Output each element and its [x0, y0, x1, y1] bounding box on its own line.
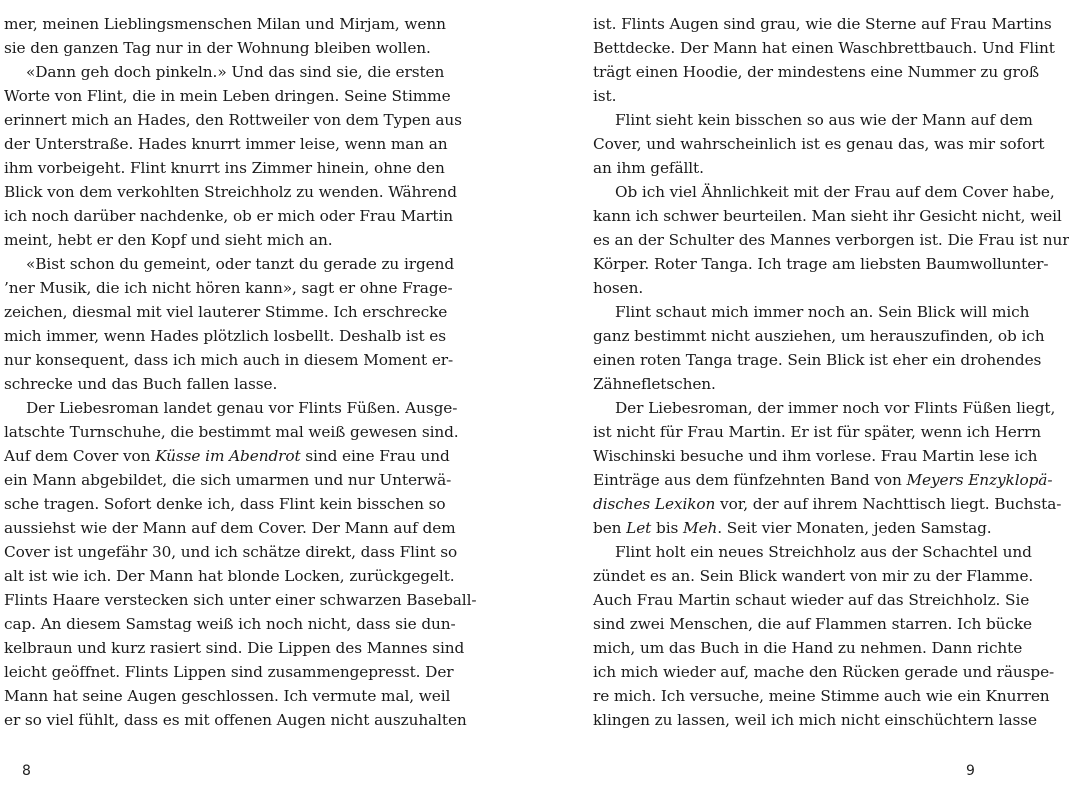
- text-line: nur konsequent, dass ich mich auch in diesem Moment er-: [4, 351, 454, 369]
- text-line: ’ner Musik, die ich nicht hören kann», sagt er ohne Frage-: [4, 279, 453, 297]
- text-line: Ob ich viel Ähnlichkeit mit der Frau auf dem Cover habe,: [615, 183, 1055, 201]
- text-line: Cover, und wahrscheinlich ist es genau das, was mir sofort: [593, 135, 1045, 153]
- text-line: Flint holt ein neues Streichholz aus der Schachtel und: [615, 543, 1032, 561]
- text-line: Blick von dem verkohlten Streichholz zu wenden. Während: [4, 183, 457, 201]
- text-line: ganz bestimmt nicht ausziehen, um herauszufinden, ob ich: [593, 327, 1045, 345]
- text-line: alt ist wie ich. Der Mann hat blonde Locken, zurückgegelt.: [4, 567, 455, 585]
- text-line: Zähnefletschen.: [593, 375, 716, 393]
- text-line: «Bist schon du gemeint, oder tanzt du gerade zu irgend: [26, 255, 455, 273]
- text-line: cap. An diesem Samstag weiß ich noch nicht, dass sie dun-: [4, 615, 456, 633]
- text-line: trägt einen Hoodie, der mindestens eine Nummer zu groß: [593, 63, 1039, 81]
- text-line: erinnert mich an Hades, den Rottweiler von dem Typen aus: [4, 111, 462, 129]
- text-line: mer, meinen Lieblingsmenschen Milan und Mirjam, wenn: [4, 15, 446, 33]
- text-line: Cover ist ungefähr 30, und ich schätze direkt, dass Flint so: [4, 543, 458, 561]
- text-line: Flints Haare verstecken sich unter einer schwarzen Baseball-: [4, 591, 477, 609]
- text-line: Körper. Roter Tanga. Ich trage am liebsten Baumwollunter-: [593, 255, 1049, 273]
- text-line: Der Liebesroman, der immer noch vor Flints Füßen liegt,: [615, 399, 1056, 417]
- text-line: einen roten Tanga trage. Sein Blick ist eher ein drohendes: [593, 351, 1042, 369]
- text-line: mich immer, wenn Hades plötzlich losbellt. Deshalb ist es: [4, 327, 446, 345]
- text-line: schrecke und das Buch fallen lasse.: [4, 375, 278, 393]
- text-line: zeichen, diesmal mit viel lauterer Stimme. Ich erschrecke: [4, 303, 448, 321]
- text-line: meint, hebt er den Kopf und sieht mich an.: [4, 231, 333, 249]
- text-line: es an der Schulter des Mannes verborgen ist. Die Frau ist nur: [593, 231, 1069, 249]
- text-line: Auch Frau Martin schaut wieder auf das Streichholz. Sie: [593, 591, 1030, 609]
- text-line: Bettdecke. Der Mann hat einen Waschbrettbauch. Und Flint: [593, 39, 1055, 57]
- text-line: kann ich schwer beurteilen. Man sieht ihr Gesicht nicht, weil: [593, 207, 1062, 225]
- text-line: «Dann geh doch pinkeln.» Und das sind sie, die ersten: [26, 63, 445, 81]
- text-line: sind zwei Menschen, die auf Flammen starren. Ich bücke: [593, 615, 1033, 633]
- text-line: Wischinski besuche und ihm vorlese. Frau Martin lese ich: [593, 447, 1038, 465]
- text-line: Flint sieht kein bisschen so aus wie der Mann auf dem: [615, 111, 1033, 129]
- text-line: ist. Flints Augen sind grau, wie die Sterne auf Frau Martins: [593, 15, 1052, 33]
- text-line: hosen.: [593, 279, 644, 297]
- text-line: Mann hat seine Augen geschlossen. Ich vermute mal, weil: [4, 687, 451, 705]
- text-line: Flint schaut mich immer noch an. Sein Blick will mich: [615, 303, 1030, 321]
- page-number-right: 9: [966, 763, 975, 779]
- text-line: Der Liebesroman landet genau vor Flints Füßen. Ausge-: [26, 399, 458, 417]
- text-line: Worte von Flint, die in mein Leben dringen. Seine Stimme: [4, 87, 451, 105]
- text-line: sie den ganzen Tag nur in der Wohnung bleiben wollen.: [4, 39, 431, 57]
- text-line: aussiehst wie der Mann auf dem Cover. Der Mann auf dem: [4, 519, 456, 537]
- text-line: ben Let bis Meh. Seit vier Monaten, jeden Samstag.: [593, 519, 992, 537]
- text-line: mich, um das Buch in die Hand zu nehmen. Dann richte: [593, 639, 1023, 657]
- text-line: ich mich wieder auf, mache den Rücken gerade und räuspe-: [593, 663, 1055, 681]
- text-line: Auf dem Cover von Küsse im Abendrot sind eine Frau und: [4, 447, 450, 465]
- text-line: er so viel fühlt, dass es mit offenen Augen nicht auszuhalten: [4, 711, 467, 729]
- text-line: zündet es an. Sein Blick wandert von mir zu der Flamme.: [593, 567, 1034, 585]
- text-line: ihm vorbeigeht. Flint knurrt ins Zimmer hinein, ohne den: [4, 159, 445, 177]
- text-line: kelbraun und kurz rasiert sind. Die Lippen des Mannes sind: [4, 639, 465, 657]
- text-line: ist nicht für Frau Martin. Er ist für später, wenn ich Herrn: [593, 423, 1041, 441]
- text-line: re mich. Ich versuche, meine Stimme auch wie ein Knurren: [593, 687, 1050, 705]
- left-page: [4, 12, 477, 732]
- page-number-left: 8: [22, 763, 31, 779]
- text-line: an ihm gefällt.: [593, 159, 704, 177]
- text-line: leicht geöffnet. Flints Lippen sind zusammengepresst. Der: [4, 663, 454, 681]
- text-line: disches Lexikon vor, der auf ihrem Nachttisch liegt. Buchsta-: [593, 495, 1062, 513]
- text-line: ist.: [593, 87, 617, 105]
- right-page: [593, 12, 1069, 732]
- text-line: ein Mann abgebildet, die sich umarmen und nur Unterwä-: [4, 471, 452, 489]
- text-line: sche tragen. Sofort denke ich, dass Flint kein bisschen so: [4, 495, 446, 513]
- text-line: ich noch darüber nachdenke, ob er mich oder Frau Martin: [4, 207, 453, 225]
- text-line: Einträge aus dem fünfzehnten Band von Meyers Enzyklopä-: [593, 471, 1053, 489]
- text-line: der Unterstraße. Hades knurrt immer leise, wenn man an: [4, 135, 448, 153]
- text-line: latschte Turnschuhe, die bestimmt mal weiß gewesen sind.: [4, 423, 459, 441]
- text-line: klingen zu lassen, weil ich mich nicht einschüchtern lasse: [593, 711, 1037, 729]
